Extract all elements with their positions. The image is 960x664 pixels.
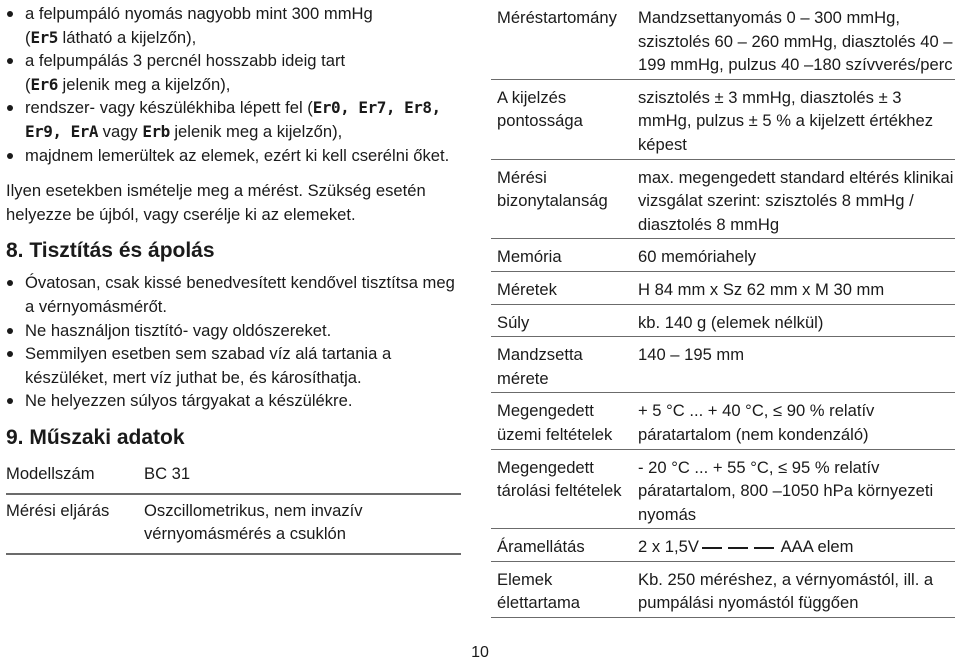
cleaning-item: Óvatosan, csak kissé benedvesített kendővel tisztítsa meg a vérnyomásmérőt. [6,271,464,318]
cleaning-item: Semmilyen esetben sem szabad víz alá tartania a készüléket, mert víz juthat be, és károsíthatja. [6,342,464,389]
page-number: 10 [471,644,489,661]
spec-key: Mérési eljárás [6,494,144,554]
spec-value: 60 memóriahely [632,239,955,272]
table-row [491,0,955,79]
spec-value: H 84 mm x Sz 62 mm x M 30 mm [632,271,955,304]
spec-value: szisztolés ± 3 mmHg, diasztolés ± 3 mmHg, pulzus ± 5 % a kijelzett értékhez képest [632,79,955,159]
error-item-time: a felpumpálás 3 percnél hosszabb ideig tart (Er6 jelenik meg a kijelzőn), [6,49,464,96]
error-item-system: rendszer- vagy készülékhiba lépett fel (Er0, Er7, Er8, Er9, ErA vagy Erb jelenik meg a kijelzőn), [6,96,464,143]
spec-key: Memória [491,239,632,272]
error-text: rendszer- vagy készülékhiba lépett fel ( [25,98,313,118]
spec-key: A kijelzés pontossága [491,79,632,159]
error-text: a felpumpáló nyomás nagyobb mint 300 mmHg [25,4,373,23]
error-item-battery [6,144,464,168]
dc-symbol-icon [699,537,777,556]
cleaning-item: Ne használjon tisztító- vagy oldószereket. [6,319,464,343]
spec-table-right [491,0,955,618]
repeat-instruction: Ilyen esetekben ismételje meg a mérést. Szükség esetén helyezze be újból, vagy cserélje ki az elemeket. [6,181,426,224]
right-column [491,0,955,618]
error-text: majdnem lemerültek az elemek, ezért ki kell cserélni őket. [25,145,450,165]
table-row [491,529,955,562]
spec-value: Oszcillometrikus, nem invazív vérnyomásmérés a csuklón [144,494,461,554]
error-item-pressure: a felpumpáló nyomás nagyobb mint 300 mmHg (Er5 látható a kijelzőn), [6,2,464,49]
table-row [491,304,955,337]
table-row [6,458,461,494]
spec-value: 2 x 1,5V AAA elem [632,529,955,562]
error-code: Er0, Er7, Er8, [312,98,441,118]
left-column [6,2,464,555]
error-code: Er9, ErA [25,121,99,141]
spec-key: Elemek élettartama [491,561,632,617]
spec-value: kb. 140 g (elemek nélkül) [632,304,955,337]
spec-key: Áramellátás [491,529,632,562]
spec-key: Méretek [491,271,632,304]
table-row [491,159,955,239]
spec-value: Kb. 250 méréshez, a vérnyomástól, ill. a pumpálási nyomástól függően [632,561,955,617]
spec-key: Megengedett üzemi feltételek [491,393,632,449]
table-row [491,393,955,449]
table-row [491,79,955,159]
table-row [491,337,955,393]
spec-key: Mérési bizonytalanság [491,159,632,239]
table-row [491,239,955,272]
spec-key: Modellszám [6,458,144,494]
error-code: Erb [142,121,170,141]
table-row [6,494,461,554]
spec-value: - 20 °C ... + 55 °C, ≤ 95 % relatív páratartalom, 800 –1050 hPa környezeti nyomás [632,449,955,529]
section-8-title: 8. Tisztítás és ápolás [6,239,215,263]
spec-key: Megengedett tárolási feltételek [491,449,632,529]
cleaning-item: Ne helyezzen súlyos tárgyakat a készülékre. [6,389,464,413]
spec-key: Méréstartomány [491,0,632,79]
table-row [491,271,955,304]
spec-key: Mandzsetta mérete [491,337,632,393]
spec-value: BC 31 [144,458,461,494]
error-code: Er5 [30,27,58,47]
error-code: Er6 [30,74,58,94]
spec-value: 140 – 195 mm [632,337,955,393]
table-row [491,449,955,529]
error-text: a felpumpálás 3 percnél hosszabb ideig tart [25,51,346,71]
spec-key: Súly [491,304,632,337]
spec-value: max. megengedett standard eltérés klinikai vizsgálat szerint: szisztolés 8 mmHg / diasztolés 8 mmHg [632,159,955,239]
spec-value: + 5 °C ... + 40 °C, ≤ 90 % relatív páratartalom (nem kondenzáló) [632,393,955,449]
table-row [491,561,955,617]
spec-table-left [6,458,461,555]
section-9-title: 9. Műszaki adatok [6,425,185,449]
spec-value: Mandzsettanyomás 0 – 300 mmHg, szisztolés 60 – 260 mmHg, diasztolés 40 – 199 mmHg, pulzus 40 –180 szívverés/perc [632,0,955,79]
